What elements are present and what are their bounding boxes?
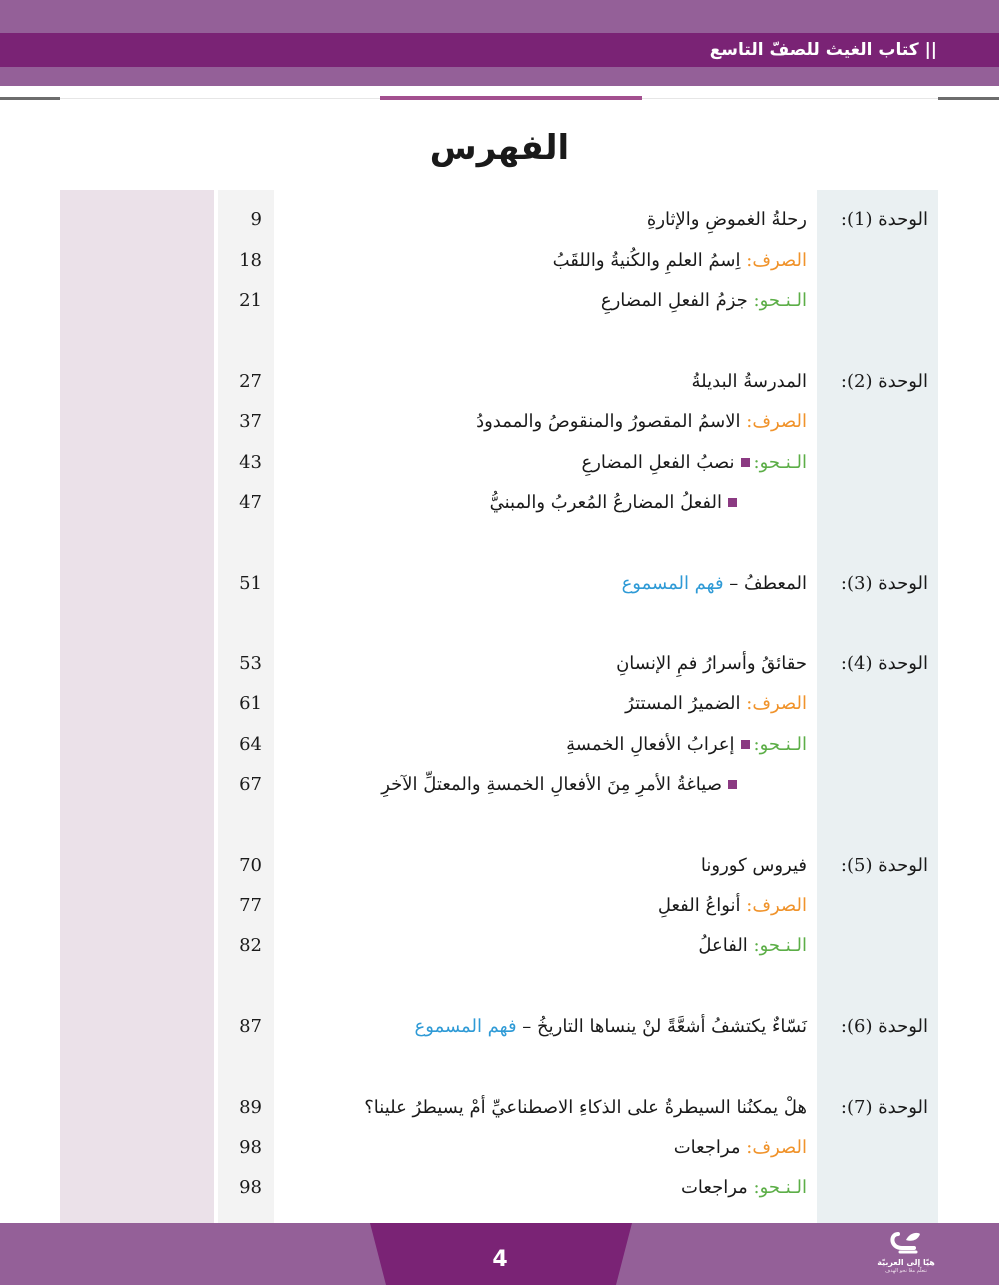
toc-entry[interactable]: نَسّاءٌ يكتشفُ أشعَّةً لنْ ينساها التاريخُ – فهم المسموع (414, 1016, 807, 1037)
divider-right (938, 97, 999, 100)
toc-page-number: 51 (239, 573, 262, 594)
sarf-label: الصرف: (746, 693, 807, 714)
toc-entry[interactable]: حقائقُ وأسرارُ فمِ الإنسانِ (616, 653, 807, 674)
bullet-square-icon (728, 780, 737, 789)
toc-entry[interactable]: الـنـحو: جزمُ الفعلِ المضارعِ (600, 290, 807, 311)
toc-page-number: 82 (239, 935, 262, 956)
logo-name: هيّا إلى العربيّة (877, 1258, 935, 1267)
unit-label: الوحدة (1): (840, 209, 928, 230)
unit-label: الوحدة (7): (840, 1097, 928, 1118)
bullet-square-icon (741, 740, 750, 749)
nahw-label: الـنـحو: (753, 734, 807, 755)
toc-entry[interactable]: المدرسةُ البديلةُ (691, 371, 807, 392)
unit-label: الوحدة (6): (840, 1016, 928, 1037)
leaf-logo-icon (876, 1228, 936, 1258)
toc-page-number: 61 (239, 693, 262, 714)
nahw-label: الـنـحو: (753, 1177, 807, 1198)
toc-entry[interactable]: الصرف: الاسمُ المقصورُ والمنقوصُ والممدودُ (476, 411, 807, 432)
toc-page-number: 87 (239, 1016, 262, 1037)
toc-entry[interactable]: الصرف: الضميرُ المستترُ (625, 693, 807, 714)
listening-label: فهم المسموع (414, 1016, 517, 1037)
toc-page-number: 43 (239, 452, 262, 473)
book-title: || كتاب الغيث للصفّ التاسع (709, 40, 937, 60)
toc-page-number: 9 (250, 209, 262, 230)
toc-page-number: 47 (239, 492, 262, 513)
toc-page-number: 21 (239, 290, 262, 311)
toc-page-number: 70 (239, 855, 262, 876)
toc-entry[interactable]: الصرف: اِسمُ العلمِ والكُنيةُ واللقَبُ (552, 250, 807, 271)
sarf-label: الصرف: (746, 411, 807, 432)
toc-entry[interactable]: صياغةُ الأمرِ مِنَ الأفعالِ الخمسةِ والمعتلِّ الآخرِ (381, 774, 741, 796)
toc-entry[interactable]: المعطفُ – فهم المسموع (621, 573, 807, 594)
logo-tagline: نتعلّم معًا نحو الهدف (885, 1268, 927, 1274)
listening-label: فهم المسموع (621, 573, 724, 594)
divider-left (0, 97, 60, 100)
toc-page-number: 53 (239, 653, 262, 674)
toc-page-number: 27 (239, 371, 262, 392)
toc-page-number: 64 (239, 734, 262, 755)
toc-page-number: 98 (239, 1177, 262, 1198)
toc-page-number: 89 (239, 1097, 262, 1118)
toc-entry[interactable]: الـنـحو:نصبُ الفعلِ المضارعِ (581, 452, 807, 473)
unit-label: الوحدة (3): (840, 573, 928, 594)
toc-entry[interactable]: هلْ يمكنُنا السيطرةُ على الذكاءِ الاصطناعيِّ أمْ يسيطرُ علينا؟ (364, 1097, 807, 1118)
toc-entry[interactable]: رحلةُ الغموضِ والإثارةِ (646, 209, 807, 230)
sarf-label: الصرف: (746, 1137, 807, 1158)
page-title: الفهرس (429, 128, 570, 168)
unit-column (817, 190, 938, 1225)
unit-label: الوحدة (5): (840, 855, 928, 876)
toc-entry[interactable]: الصرف: أنواعُ الفعلِ (657, 895, 807, 916)
bullet-square-icon (728, 498, 737, 507)
toc-page-number: 18 (239, 250, 262, 271)
toc-entry[interactable]: الـنـحو: مراجعات (680, 1177, 807, 1198)
margin-column (60, 190, 214, 1225)
toc-entry[interactable]: الـنـحو:إعرابُ الأفعالِ الخمسةِ (566, 734, 807, 755)
nahw-label: الـنـحو: (753, 452, 807, 473)
unit-label: الوحدة (2): (840, 371, 928, 392)
publisher-logo (876, 1228, 936, 1282)
nahw-label: الـنـحو: (753, 935, 807, 956)
toc-entry[interactable]: الفعلُ المضارعُ المُعربُ والمبنيُّ (490, 492, 741, 514)
sarf-label: الصرف: (746, 895, 807, 916)
toc-page-number: 37 (239, 411, 262, 432)
divider-center-accent (380, 96, 642, 100)
toc-page-number: 77 (239, 895, 262, 916)
toc-page-number: 67 (239, 774, 262, 795)
toc-entry[interactable]: الـنـحو: الفاعلُ (698, 935, 807, 956)
toc-entry[interactable]: فيروس كورونا (700, 855, 807, 876)
unit-label: الوحدة (4): (840, 653, 928, 674)
page-number: 4 (492, 1247, 508, 1272)
toc-page-number: 98 (239, 1137, 262, 1158)
toc-entry[interactable]: الصرف: مراجعات (673, 1137, 807, 1158)
sarf-label: الصرف: (746, 250, 807, 271)
bullet-square-icon (741, 458, 750, 467)
nahw-label: الـنـحو: (753, 290, 807, 311)
